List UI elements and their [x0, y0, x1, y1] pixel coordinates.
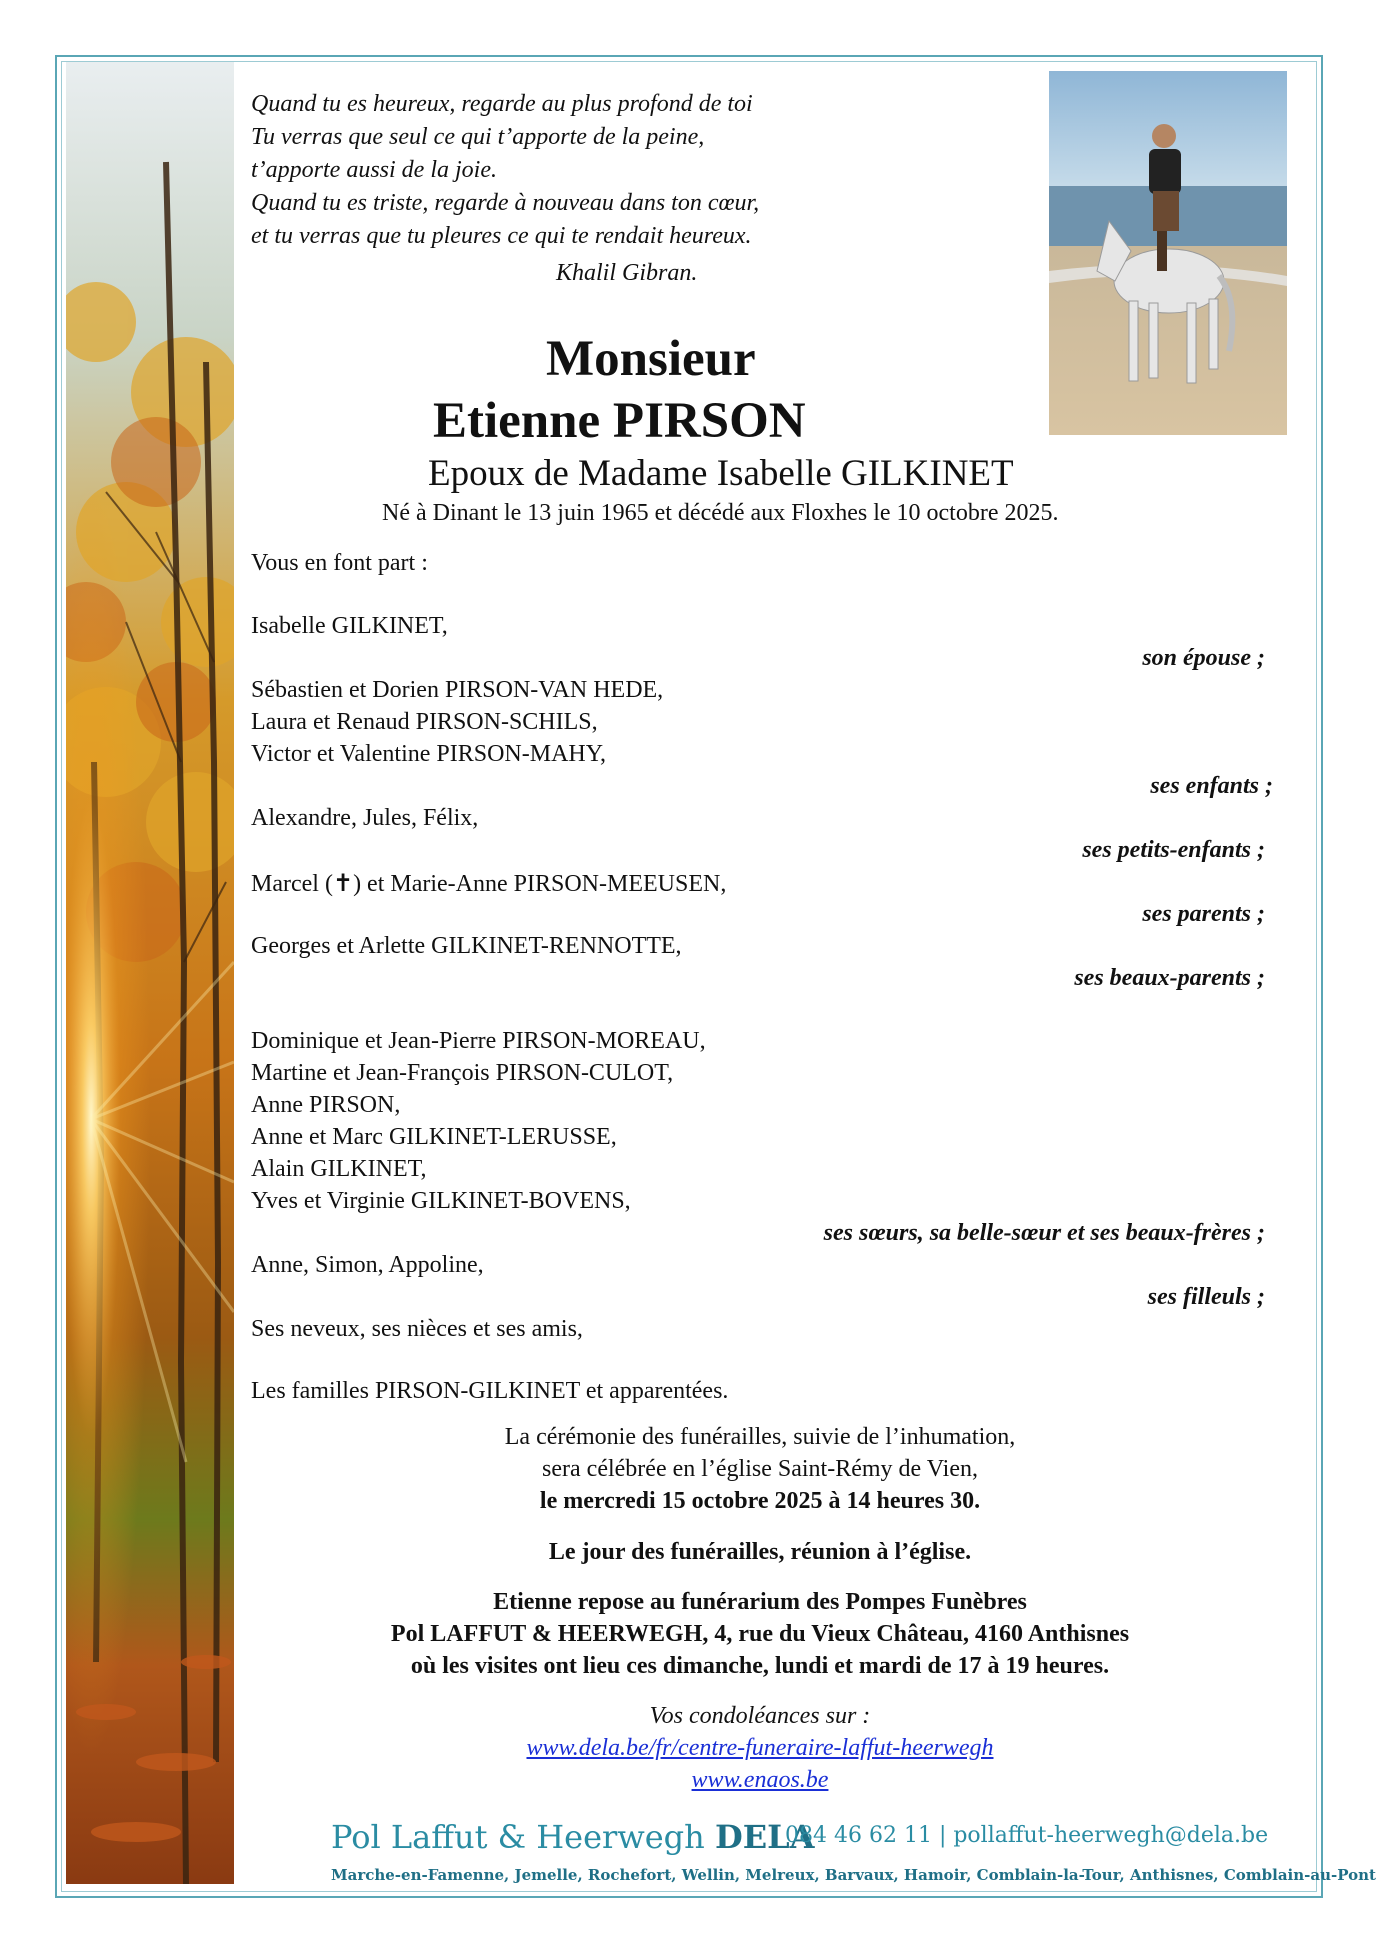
relation-label: ses enfants ;	[1150, 773, 1273, 799]
family-name: Martine et Jean-François PIRSON-CULOT,	[251, 1060, 674, 1086]
poem	[251, 88, 871, 253]
rest-line: Pol LAFFUT & HEERWEGH, 4, rue du Vieux Château, 4160 Anthisnes	[390, 1621, 1130, 1647]
poem-line: et tu verras que tu pleures ce qui te rendait heureux.	[251, 223, 752, 249]
dela-logo: DELA	[714, 1818, 815, 1856]
funeral-home-brand	[331, 1818, 814, 1856]
family-name: Laura et Renaud PIRSON-SCHILS,	[251, 709, 598, 735]
family-name: Isabelle GILKINET,	[251, 613, 448, 639]
enaos-link[interactable]: www.enaos.be	[691, 1767, 829, 1793]
family-name: Sébastien et Dorien PIRSON-VAN HEDE,	[251, 677, 664, 703]
relation-label: son épouse ;	[1142, 645, 1265, 671]
family-name: Alexandre, Jules, Félix,	[251, 805, 479, 831]
family-name: Anne et Marc GILKINET-LERUSSE,	[251, 1124, 617, 1150]
autumn-forest-image	[66, 62, 234, 1884]
relation-label: ses filleuls ;	[1147, 1284, 1265, 1310]
relation-label: ses sœurs, sa belle-sœur et ses beaux-frères ;	[823, 1220, 1265, 1246]
condolences-label: Vos condoléances sur :	[649, 1703, 871, 1729]
ceremony-date: le mercredi 15 octobre 2025 à 14 heures 30.	[539, 1488, 981, 1514]
poem-line: t’apporte aussi de la joie.	[251, 157, 497, 183]
portrait-photo	[1049, 71, 1287, 435]
relation-label: ses parents ;	[1142, 901, 1265, 927]
rest-line: où les visites ont lieu ces dimanche, lundi et mardi de 17 à 19 heures.	[410, 1653, 1110, 1679]
honorific: Monsieur	[546, 331, 756, 387]
family-name: Ses neveux, ses nièces et ses amis,	[251, 1316, 583, 1342]
spouse-line: Epoux de Madame Isabelle GILKINET	[428, 453, 1014, 494]
parents-text-post: ) et Marie-Anne PIRSON-MEEUSEN,	[353, 871, 727, 897]
ceremony-line: sera célébrée en l’église Saint-Rémy de Vien,	[542, 1456, 978, 1482]
family-name: Anne, Simon, Appoline,	[251, 1252, 484, 1278]
relation-label: ses petits-enfants ;	[1082, 837, 1265, 863]
poem-author: Khalil Gibran.	[556, 260, 698, 286]
family-name: Georges et Arlette GILKINET-RENNOTTE,	[251, 933, 682, 959]
funeral-home-contact: 084 46 62 11 | pollaffut-heerwegh@dela.be	[785, 1823, 1269, 1848]
family-name: Anne PIRSON,	[251, 1092, 401, 1118]
family-name	[251, 869, 726, 898]
condolences-link-row	[330, 1767, 1190, 1794]
deceased-name: Etienne PIRSON	[433, 393, 806, 449]
relation-label: ses beaux-parents ;	[1074, 965, 1265, 991]
family-name: Dominique et Jean-Pierre PIRSON-MOREAU,	[251, 1028, 706, 1054]
family-name: Victor et Valentine PIRSON-MAHY,	[251, 741, 606, 767]
funeral-home-towns: Marche-en-Famenne, Jemelle, Rochefort, Wellin, Melreux, Barvaux, Hamoir, Comblain-la-Tour, Anthisnes, Comblain-au-Pont	[331, 1866, 1376, 1884]
family-name: Les familles PIRSON-GILKINET et apparentées.	[251, 1378, 729, 1404]
parents-text-pre: Marcel (	[251, 871, 333, 897]
cross-icon: ✝	[332, 869, 354, 897]
announce-text: Vous en font part :	[251, 550, 428, 576]
birth-death-line: Né à Dinant le 13 juin 1965 et décédé aux Floxhes le 10 octobre 2025.	[382, 500, 1059, 526]
family-name: Yves et Virginie GILKINET-BOVENS,	[251, 1188, 631, 1214]
poem-line: Quand tu es heureux, regarde au plus profond de toi	[251, 91, 753, 117]
poem-line: Quand tu es triste, regarde à nouveau dans ton cœur,	[251, 190, 760, 216]
poem-line: Tu verras que seul ce qui t’apporte de la peine,	[251, 124, 705, 150]
meeting-line: Le jour des funérailles, réunion à l’église.	[548, 1539, 972, 1565]
ceremony-line: La cérémonie des funérailles, suivie de l’inhumation,	[504, 1424, 1016, 1450]
rest-line: Etienne repose au funérarium des Pompes Funèbres	[493, 1589, 1027, 1615]
condolences-link-row	[330, 1735, 1190, 1762]
dela-link[interactable]: www.dela.be/fr/centre-funeraire-laffut-heerwegh	[526, 1735, 994, 1761]
family-name: Alain GILKINET,	[251, 1156, 427, 1182]
brand-name: Pol Laffut & Heerwegh	[331, 1818, 705, 1856]
